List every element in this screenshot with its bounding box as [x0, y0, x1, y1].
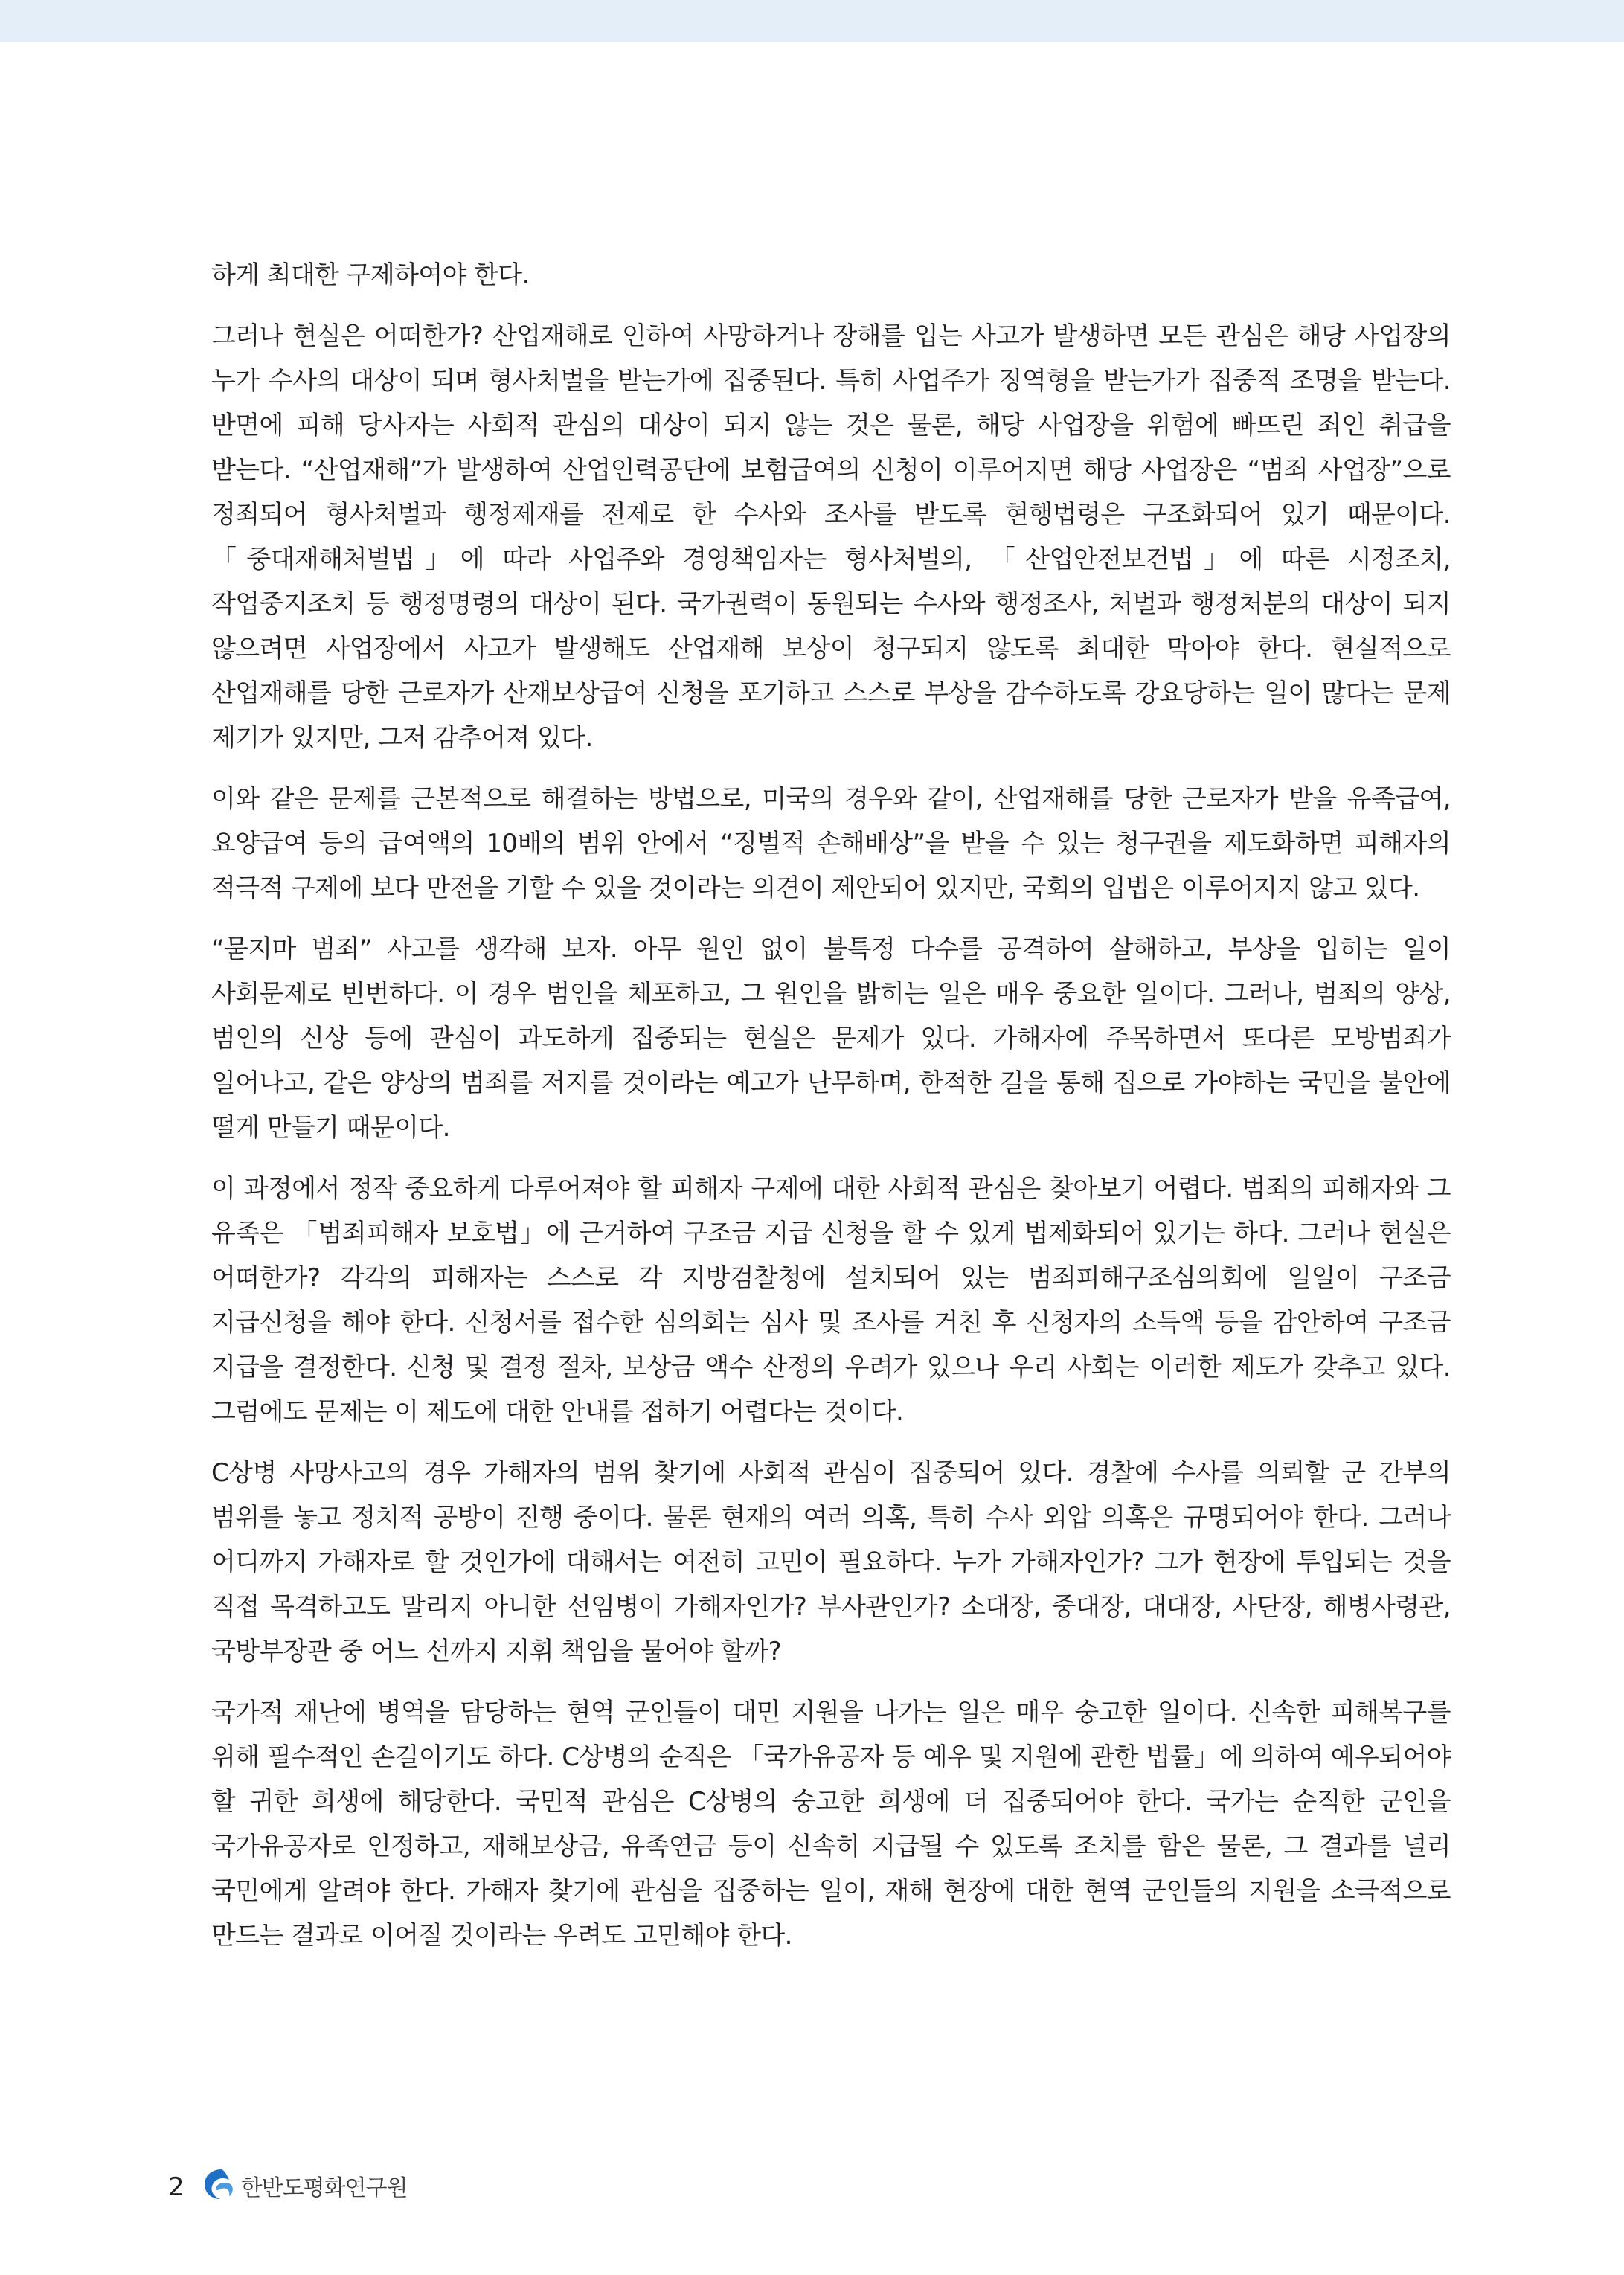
page-footer — [168, 2143, 407, 2202]
paragraph: 이 과정에서 정작 중요하게 다루어져야 할 피해자 구제에 대한 사회적 관심은 찾아보기 어렵다. 범죄의 피해자와 그 유족은 「범죄피해자 보호법」에 근거하여 구조금 지급 신청을 할 수 있게 법제화되어 있기는 하다. 그러나 현실은 어떠한가? 각각의 피해자는 스스로 각 지방검찰청에 설치되어 있는 범죄피해구조심의회에 일일이 구조금 지급신청을 해야 한다. 신청서를 접수한 심의회는 심사 및 조사를 거친 후 신청자의 소득액 등을 감안하여 구조금 지급을 결정한다. 신청 및 결정 절차, 보상금 액수 산정의 우려가 있으나 우리 사회는 이러한 제도가 갖추고 있다. 그럼에도 문제는 이 제도에 대한 안내를 접하기 어렵다는 것이다. — [211, 1174, 1451, 1427]
swirl-logo-icon — [199, 2166, 238, 2202]
top-color-band — [0, 0, 1624, 42]
paragraph: 그러나 현실은 어떠한가? 산업재해로 인하여 사망하거나 장해를 입는 사고가 발생하면 모든 관심은 해당 사업장의 누가 수사의 대상이 되며 형사처벌을 받는가에 집중된다. 특히 사업주가 징역형을 받는가가 집중적 조명을 받는다. 반면에 피해 당사자는 사회적 관심의 대상이 되지 않는 것은 물론, 해당 사업장을 위험에 빠뜨린 죄인 취급을 받는다. “산업재해”가 발생하여 산업인력공단에 보험급여의 신청이 이루어지면 해당 사업장은 “범죄 사업장”으로 정죄되어 형사처벌과 행정제재를 전제로 한 수사와 조사를 받도록 현행법령은 구조화되어 있기 때문이다. 「중대재해처벌법」에 따라 사업주와 경영책임자는 형사처벌의, 「산업안전보건법」에 따른 시정조치, 작업중지조치 등 행정명령의 대상이 된다. 국가권력이 동원되는 수사와 행정조사, 처벌과 행정처분의 대상이 되지 않으려면 사업장에서 사고가 발생해도 산업재해 보상이 청구되지 않도록 최대한 막아야 한다. 현실적으로 산업재해를 당한 근로자가 산재보상급여 신청을 포기하고 스스로 부상을 감수하도록 강요당하는 일이 많다는 문제 제기가 있지만, 그저 감추어져 있다. — [211, 321, 1451, 753]
document-body — [211, 253, 1451, 1974]
paragraph: C상병 사망사고의 경우 가해자의 범위 찾기에 사회적 관심이 집중되어 있다. 경찰에 수사를 의뢰할 군 간부의 범위를 놓고 정치적 공방이 진행 중이다. 물론 현재의 여러 의혹, 특히 수사 외압 의혹은 규명되어야 한다. 그러나 어디까지 가해자로 할 것인가에 대해서는 여전히 고민이 필요하다. 누가 가해자인가? 그가 현장에 투입되는 것을 직접 목격하고도 말리지 아니한 선임병이 가해자인가? 부사관인가? 소대장, 중대장, 대대장, 사단장, 해병사령관, 국방부장관 중 어느 선까지 지휘 책임을 물어야 할까? — [211, 1458, 1451, 1666]
paragraph: 이와 같은 문제를 근본적으로 해결하는 방법으로, 미국의 경우와 같이, 산업재해를 당한 근로자가 받을 유족급여, 요양급여 등의 급여액의 10배의 범위 안에서 “징벌적 손해배상”을 받을 수 있는 청구권을 제도화하면 피해자의 적극적 구제에 보다 만전을 기할 수 있을 것이라는 의견이 제안되어 있지만, 국회의 입법은 이루어지지 않고 있다. — [211, 784, 1451, 903]
paragraph: 하게 최대한 구제하여야 한다. — [211, 260, 530, 290]
paragraph: 국가적 재난에 병역을 담당하는 현역 군인들이 대민 지원을 나가는 일은 매우 숭고한 일이다. 신속한 피해복구를 위해 필수적인 손길이기도 하다. C상병의 순직은 「국가유공자 등 예우 및 지원에 관한 법률」에 의하여 예우되어야 할 귀한 희생에 해당한다. 국민적 관심은 C상병의 숭고한 희생에 더 집중되어야 한다. 국가는 순직한 군인을 국가유공자로 인정하고, 재해보상금, 유족연금 등이 신속히 지급될 수 있도록 조치를 함은 물론, 그 결과를 널리 국민에게 알려야 한다. 가해자 찾기에 관심을 집중하는 일이, 재해 현장에 대한 현역 군인들의 지원을 소극적으로 만드는 결과로 이어질 것이라는 우려도 고민해야 한다. — [211, 1698, 1451, 1951]
institute-logo — [199, 2166, 408, 2202]
paragraph: “묻지마 범죄” 사고를 생각해 보자. 아무 원인 없이 불특정 다수를 공격하여 살해하고, 부상을 입히는 일이 사회문제로 빈번하다. 이 경우 범인을 체포하고, 그 원인을 밝히는 일은 매우 중요한 일이다. 그러나, 범죄의 양상, 범인의 신상 등에 관심이 과도하게 집중되는 현실은 문제가 있다. 가해자에 주목하면서 또다른 모방범죄가 일어나고, 같은 양상의 범죄를 저지를 것이라는 예고가 난무하며, 한적한 길을 통해 집으로 가야하는 국민을 불안에 떨게 만들기 때문이다. — [211, 934, 1451, 1143]
logo-name: 한반도평화연구원 — [240, 2175, 408, 2201]
page-number: 2 — [168, 2172, 184, 2202]
